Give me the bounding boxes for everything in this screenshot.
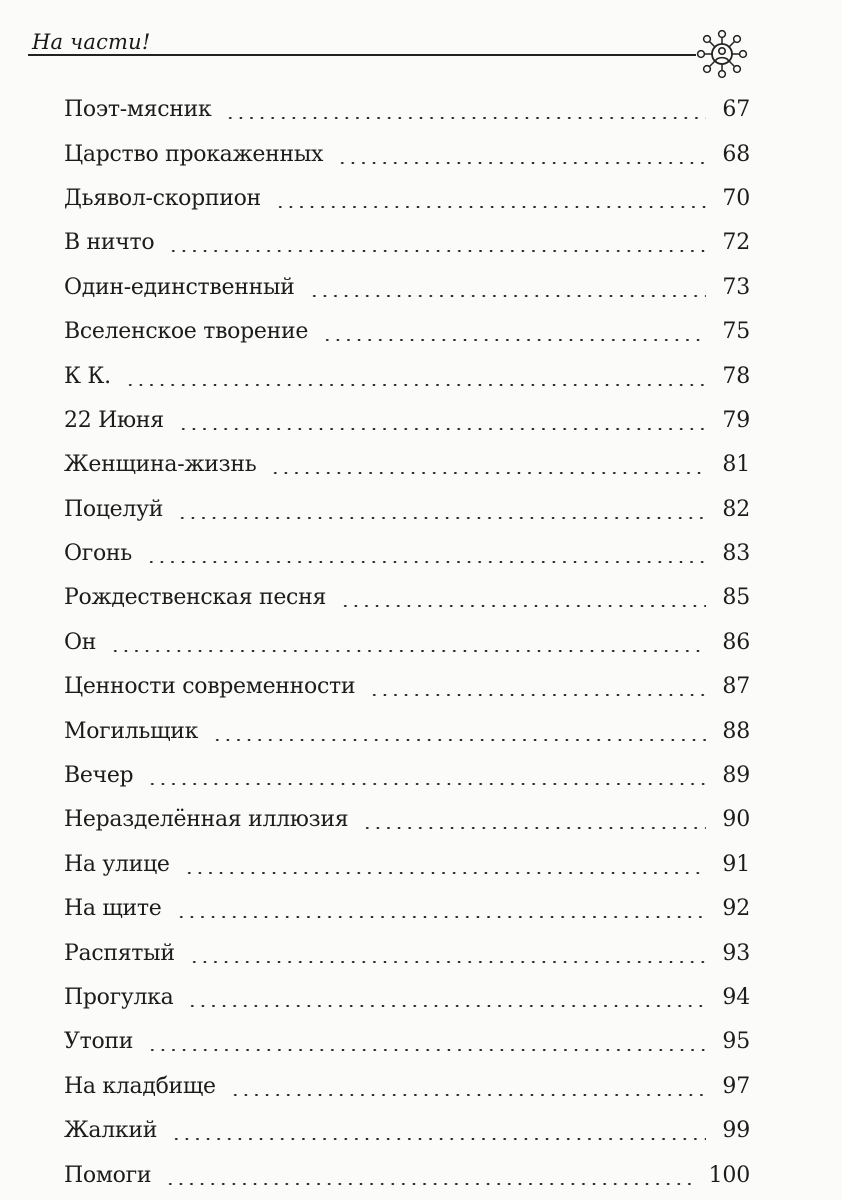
- toc-leader-dots: [146, 561, 706, 563]
- toc-entry-page: 100: [708, 1162, 750, 1188]
- toc-leader-dots: [176, 916, 706, 918]
- toc-entry-title: Один-единственный: [64, 274, 295, 300]
- toc-leader-dots: [178, 428, 706, 430]
- toc-entry-title: На кладбище: [64, 1073, 216, 1099]
- toc-entry-title: Жалкий: [64, 1118, 158, 1144]
- toc-leader-dots: [275, 206, 706, 208]
- running-header-title: На части!: [32, 30, 151, 54]
- toc-leader-dots: [322, 339, 706, 341]
- toc-leader-dots: [187, 1005, 706, 1007]
- toc-entry: [64, 621, 750, 665]
- toc-entry-page: 94: [722, 985, 750, 1010]
- toc-entry: [64, 843, 750, 887]
- toc-entry-page: 89: [722, 763, 750, 789]
- toc-entry: [64, 177, 750, 221]
- toc-entry-title: Утопи: [64, 1029, 134, 1055]
- header-rule: [28, 54, 696, 56]
- toc-entry: [64, 488, 750, 532]
- running-header: [28, 28, 818, 88]
- toc-entry-title: Вечер: [64, 763, 134, 789]
- toc-entry: [64, 88, 750, 132]
- toc-entry: [64, 354, 750, 398]
- toc-entry-title: Прогулка: [64, 985, 174, 1010]
- toc-entry-title: Вселенское творение: [64, 319, 309, 345]
- toc-leader-dots: [171, 1138, 706, 1140]
- toc-entry: [64, 576, 750, 620]
- toc-entry-page: 68: [722, 141, 750, 167]
- toc-entry: [64, 1153, 750, 1197]
- toc-entry-title: Поэт-мясник: [64, 97, 212, 123]
- toc-entry-page: 88: [722, 718, 750, 744]
- toc-entry-page: 73: [722, 274, 750, 300]
- toc-entry-title: Поцелуй: [64, 496, 164, 522]
- toc-entry-title: Неразделённая иллюзия: [64, 807, 349, 833]
- toc-entry-title: Распятый: [64, 940, 175, 966]
- toc-entry-title: Женщина-жизнь: [64, 452, 257, 478]
- toc-entry-title: Огонь: [64, 541, 132, 567]
- toc-entry-title: К К.: [64, 363, 111, 389]
- toc-leader-dots: [125, 384, 706, 386]
- toc-entry-page: 99: [722, 1118, 750, 1144]
- toc-entry-title: В ничто: [64, 230, 155, 256]
- toc-entry: [64, 532, 750, 576]
- toc-entry: [64, 221, 750, 265]
- toc-entry-page: 85: [722, 585, 750, 611]
- toc-leader-dots: [230, 1094, 706, 1096]
- toc-entry: [64, 665, 750, 709]
- toc-entry: [64, 1020, 750, 1064]
- toc-leader-dots: [168, 250, 706, 252]
- toc-entry-page: 83: [722, 541, 750, 567]
- toc-leader-dots: [177, 517, 706, 519]
- toc-leader-dots: [225, 117, 706, 119]
- toc-entry: [64, 399, 750, 443]
- toc-entry-page: 92: [722, 896, 750, 922]
- toc-leader-dots: [337, 162, 706, 164]
- toc-leader-dots: [110, 650, 706, 652]
- toc-entry-title: Помоги: [64, 1162, 152, 1188]
- toc-leader-dots: [340, 605, 706, 607]
- toc-entry-title: На улице: [64, 851, 170, 877]
- toc-entry: [64, 754, 750, 798]
- toc-entry-title: На щите: [64, 896, 162, 922]
- toc-leader-dots: [147, 783, 706, 785]
- toc-entry-page: 86: [722, 629, 750, 655]
- toc-entry-title: Ценности современности: [64, 674, 356, 700]
- toc-entry: [64, 798, 750, 842]
- toc-leader-dots: [369, 694, 706, 696]
- toc-leader-dots: [165, 1183, 694, 1185]
- toc-entry-page: 82: [722, 496, 750, 522]
- toc-leader-dots: [184, 872, 706, 874]
- toc-entry: [64, 443, 750, 487]
- toc-entry: [64, 887, 750, 931]
- table-of-contents: [64, 88, 750, 1198]
- toc-entry: [64, 931, 750, 975]
- toc-entry-page: 97: [722, 1073, 750, 1099]
- toc-entry-title: Могильщик: [64, 718, 199, 744]
- toc-entry-page: 90: [722, 807, 750, 833]
- toc-entry-page: 91: [722, 851, 750, 877]
- toc-entry-page: 72: [722, 230, 750, 256]
- toc-entry: [64, 132, 750, 176]
- toc-entry-title: Рождественская песня: [64, 585, 327, 611]
- toc-leader-dots: [362, 827, 706, 829]
- toc-entry-title: Дьявол-скорпион: [64, 185, 261, 211]
- toc-leader-dots: [270, 472, 706, 474]
- toc-entry-page: 81: [722, 452, 750, 478]
- toc-leader-dots: [309, 295, 706, 297]
- toc-entry-page: 79: [722, 407, 750, 433]
- toc-entry-title: 22 Июня: [64, 407, 164, 433]
- toc-entry: [64, 1109, 750, 1153]
- toc-entry: [64, 1065, 750, 1109]
- toc-entry-title: Царство прокаженных: [64, 141, 324, 167]
- toc-leader-dots: [147, 1049, 706, 1051]
- toc-entry-page: 67: [722, 97, 750, 123]
- toc-leader-dots: [189, 961, 706, 963]
- network-person-icon: [692, 28, 752, 84]
- toc-entry-page: 75: [722, 319, 750, 345]
- toc-entry-page: 95: [722, 1029, 750, 1055]
- toc-entry: [64, 976, 750, 1020]
- toc-entry: [64, 709, 750, 753]
- toc-entry-page: 78: [722, 363, 750, 389]
- toc-entry: [64, 310, 750, 354]
- toc-entry-page: 93: [722, 940, 750, 966]
- toc-entry-title: Он: [64, 629, 97, 655]
- toc-entry: [64, 266, 750, 310]
- toc-entry-page: 70: [722, 185, 750, 211]
- toc-leader-dots: [212, 739, 706, 741]
- toc-entry-page: 87: [722, 674, 750, 700]
